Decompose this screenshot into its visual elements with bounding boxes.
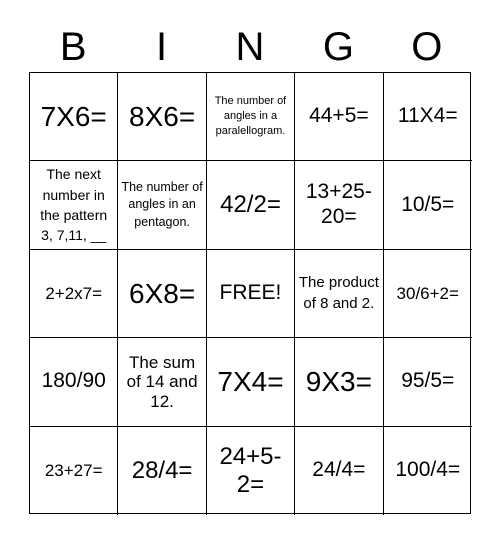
bingo-header (29, 22, 471, 72)
bingo-cell-i3[interactable]: 6X8= (118, 250, 206, 338)
header-letter-n: N (235, 25, 265, 69)
bingo-cell-g2[interactable]: 13+25-20= (295, 161, 383, 249)
header-letter-i: I (156, 25, 168, 69)
bingo-cell-n5[interactable]: 24+5-2= (207, 427, 295, 515)
bingo-cell-b4[interactable]: 180/90 (30, 338, 118, 426)
header-letter-o: O (411, 25, 443, 69)
bingo-cell-b2[interactable]: The next number in the pattern 3, 7,11, __ (30, 161, 118, 249)
bingo-cell-o4[interactable]: 95/5= (384, 338, 472, 426)
bingo-cell-g1[interactable]: 44+5= (295, 73, 383, 161)
bingo-cell-free[interactable]: FREE! (207, 250, 295, 338)
bingo-board (29, 72, 471, 514)
bingo-cell-b3[interactable]: 2+2x7= (30, 250, 118, 338)
bingo-cell-g4[interactable]: 9X3= (295, 338, 383, 426)
bingo-cell-i5[interactable]: 28/4= (118, 427, 206, 515)
bingo-cell-o5[interactable]: 100/4= (395, 458, 461, 482)
bingo-cell-o2[interactable]: 10/5= (384, 161, 472, 249)
bingo-cell-b5[interactable]: 23+27= (30, 427, 118, 515)
bingo-cell-n1[interactable]: The number of angles in a paralellogram. (207, 73, 295, 161)
header-letter-g: G (322, 25, 354, 69)
header-letter-b: B (59, 25, 87, 69)
bingo-cell-n2[interactable]: 42/2= (207, 161, 295, 249)
bingo-cell-b1[interactable]: 7X6= (30, 73, 118, 161)
bingo-cell-o3[interactable]: 30/6+2= (384, 250, 472, 338)
bingo-cell-n4[interactable]: 7X4= (207, 338, 295, 426)
bingo-cell-i2[interactable]: The number of angles in an pentagon. (118, 161, 206, 249)
bingo-cell-o1[interactable]: 11X4= (384, 73, 472, 161)
bingo-cell-g5[interactable]: 24/4= (295, 427, 383, 515)
bingo-cell-g3[interactable]: The product of 8 and 2. (295, 250, 383, 338)
bingo-cell-i4[interactable]: The sum of 14 and 12. (118, 338, 206, 426)
bingo-cell-i1[interactable]: 8X6= (118, 73, 206, 161)
